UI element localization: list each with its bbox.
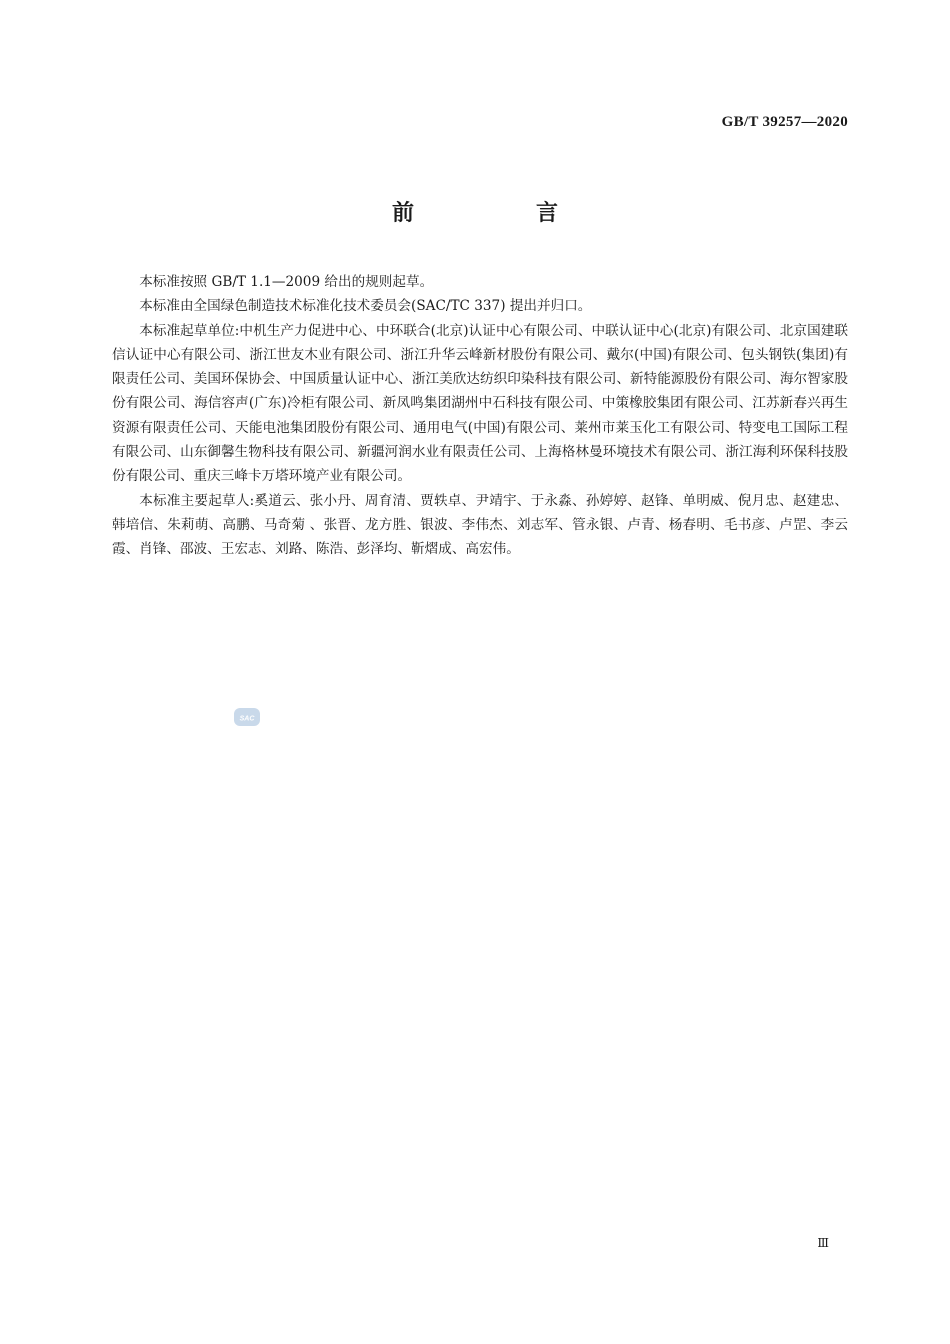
- paragraph-proposer: 本标准由全国绿色制造技术标准化技术委员会(SAC/TC 337) 提出并归口。: [139, 298, 592, 315]
- paragraph-drafters: 本标准主要起草人:奚道云、张小丹、周育清、贾轶卓、尹靖宇、于永淼、孙婷婷、赵锋、单明威、倪月忠、赵建忠、韩培信、朱莉萌、高鹏、马奇菊 、张晋、龙方胜、银波、李伟杰、刘志军、管永银、卢青、杨春明、毛书彦、卢罡、李云霞、肖锋、邵波、王宏志、刘路、陈浩、彭泽均、靳熠成、高宏伟。: [112, 492, 848, 558]
- paragraph-drafting-units: 本标准起草单位:中机生产力促进中心、中环联合(北京)认证中心有限公司、中联认证中心(北京)有限公司、北京国建联信认证中心有限公司、浙江世友木业有限公司、浙江升华云峰新材股份有限公司、戴尔(中国)有限公司、包头钢铁(集团)有限责任公司、美国环保协会、中国质量认证中心、浙江美欣达纺织印染科技有限公司、新特能源股份有限公司、海尔智家股份有限公司、海信容声(广东)冷柜有限公司、新凤鸣集团湖州中石科技有限公司、中策橡胶集团有限公司、江苏新春兴再生资源有限责任公司、天能电池集团股份有限公司、通用电气(中国)有限公司、莱州市莱玉化工有限公司、特变电工国际工程有限公司、山东御馨生物科技有限公司、新疆河润水业有限责任公司、上海格林曼环境技术有限公司、浙江海利环保科技股份有限公司、重庆三峰卡万塔环境产业有限公司。: [112, 322, 848, 485]
- paragraph-drafting-rules: 本标准按照 GB/T 1.1—2009 给出的规则起草。: [139, 274, 434, 290]
- page-title: 前 言: [391, 201, 608, 226]
- body-text: [112, 270, 848, 562]
- sac-watermark-logo: [233, 706, 261, 728]
- page-number: Ⅲ: [817, 1236, 829, 1250]
- sac-logo-icon: [233, 706, 261, 728]
- standard-number: GB/T 39257—2020: [721, 114, 848, 130]
- svg-text:SAC: SAC: [239, 715, 255, 723]
